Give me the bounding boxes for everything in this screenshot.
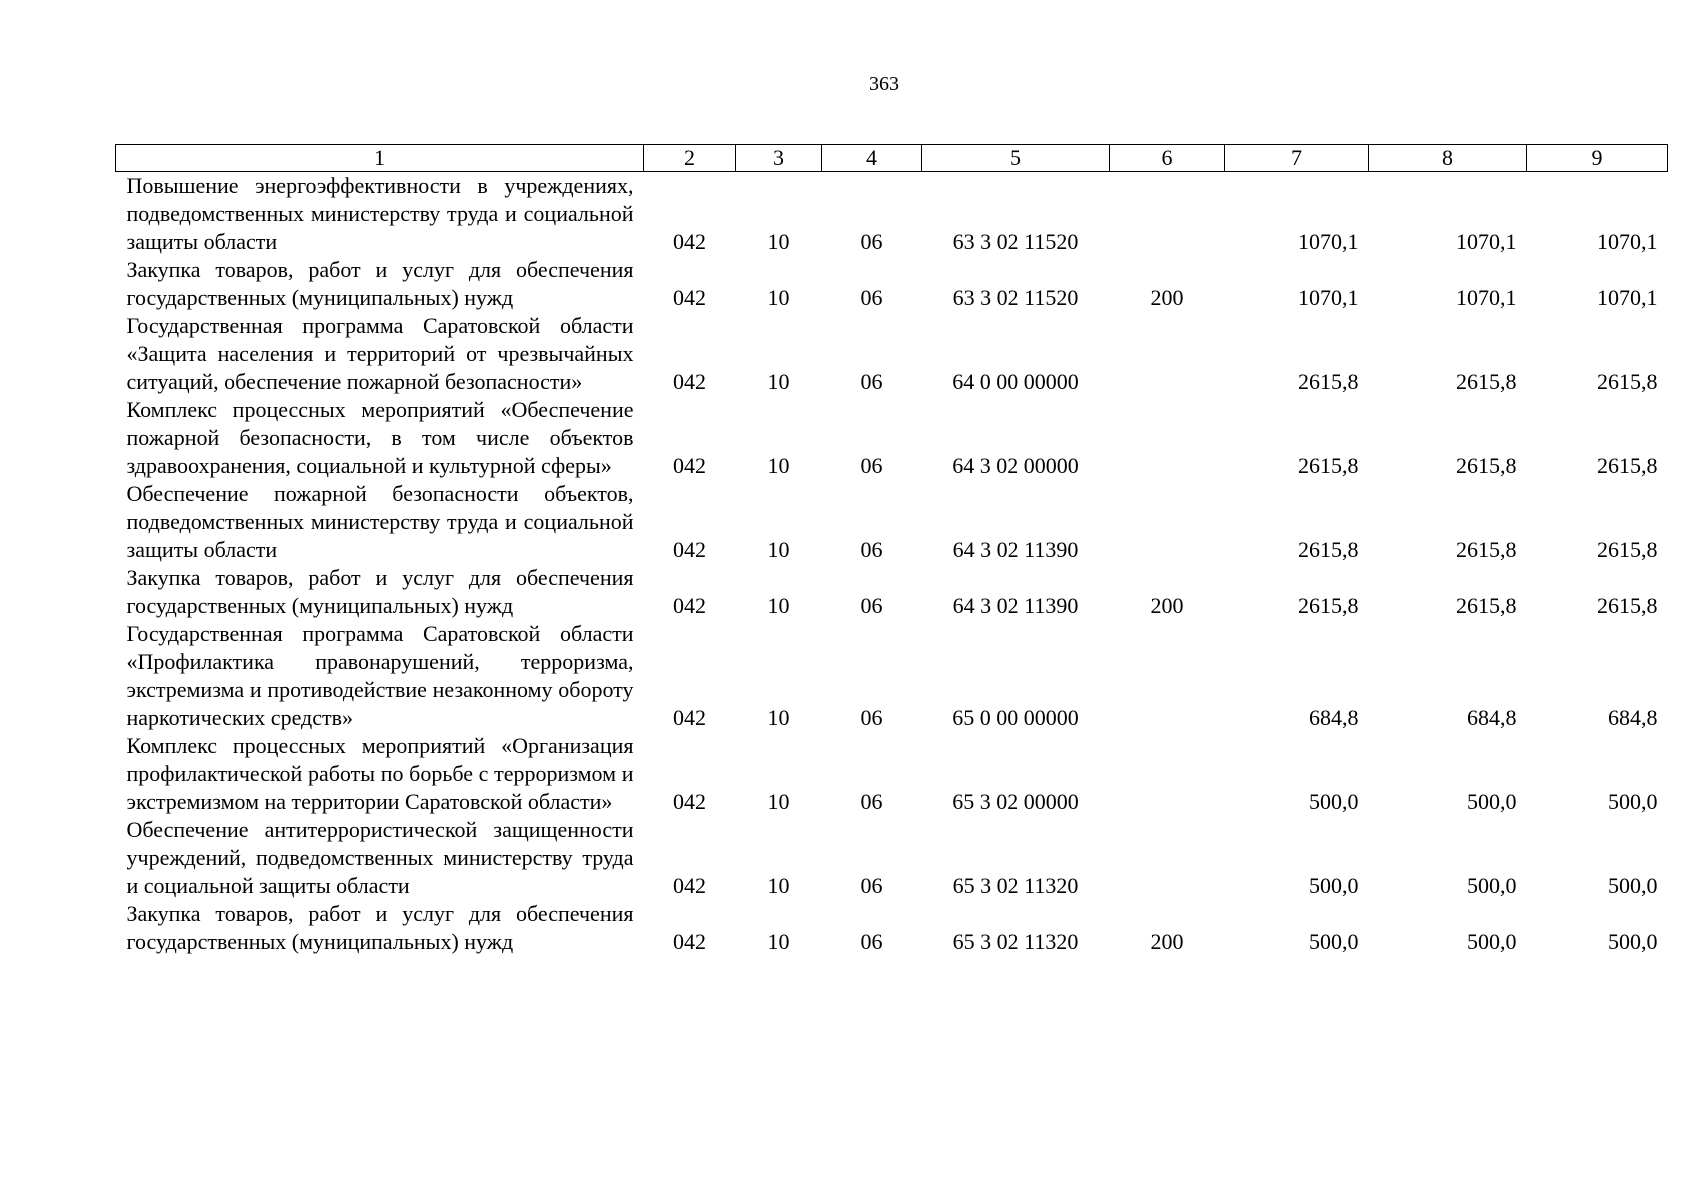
header-row	[116, 145, 1668, 172]
cell-amount-9: 1070,1	[1597, 285, 1658, 310]
table-row	[116, 480, 1668, 564]
cell-subsection: 06	[860, 873, 883, 898]
row-description: Закупка товаров, работ и услуг для обеспечения государственных (муниципальных) нужд	[126, 901, 634, 954]
cell-target-article: 63 3 02 11520	[952, 229, 1079, 254]
cell-amount-8: 1070,1	[1456, 229, 1517, 254]
cell-amount-8: 500,0	[1467, 929, 1517, 954]
cell-amount-7: 500,0	[1309, 873, 1359, 898]
cell-section: 10	[767, 369, 790, 394]
table-row	[116, 256, 1668, 312]
cell-amount-7: 500,0	[1309, 929, 1359, 954]
column-header: 6	[1110, 145, 1225, 172]
cell-admin-code: 042	[673, 369, 706, 394]
cell-expense-type: 200	[1150, 285, 1184, 310]
column-header: 7	[1225, 145, 1369, 172]
cell-target-article: 64 3 02 00000	[952, 453, 1079, 478]
row-description: Закупка товаров, работ и услуг для обеспечения государственных (муниципальных) нужд	[126, 565, 634, 618]
cell-amount-9: 2615,8	[1597, 537, 1658, 562]
table-row	[116, 620, 1668, 732]
cell-amount-9: 500,0	[1608, 929, 1658, 954]
column-header: 8	[1369, 145, 1527, 172]
table-row	[116, 564, 1668, 620]
cell-admin-code: 042	[673, 537, 706, 562]
cell-target-article: 64 3 02 11390	[952, 537, 1079, 562]
cell-section: 10	[767, 873, 790, 898]
cell-amount-9: 500,0	[1608, 789, 1658, 814]
cell-subsection: 06	[860, 229, 883, 254]
cell-section: 10	[767, 537, 790, 562]
column-header: 2	[644, 145, 736, 172]
cell-admin-code: 042	[673, 929, 706, 954]
cell-amount-9: 1070,1	[1597, 229, 1658, 254]
cell-amount-8: 500,0	[1467, 789, 1517, 814]
cell-admin-code: 042	[673, 593, 706, 618]
cell-amount-7: 2615,8	[1298, 453, 1359, 478]
cell-expense-type	[1110, 172, 1225, 257]
row-description: Закупка товаров, работ и услуг для обеспечения государственных (муниципальных) нужд	[126, 257, 634, 310]
cell-subsection: 06	[860, 705, 883, 730]
row-description: Обеспечение пожарной безопасности объектов, подведомственных министерству труда и социальной защиты области	[126, 481, 634, 562]
cell-amount-8: 2615,8	[1456, 593, 1517, 618]
cell-admin-code: 042	[673, 229, 706, 254]
cell-amount-7: 2615,8	[1298, 537, 1359, 562]
cell-subsection: 06	[860, 285, 883, 310]
cell-amount-7: 1070,1	[1298, 229, 1359, 254]
cell-subsection: 06	[860, 369, 883, 394]
table-row	[116, 816, 1668, 900]
cell-target-article: 63 3 02 11520	[952, 285, 1079, 310]
cell-expense-type	[1110, 396, 1225, 480]
table-body	[116, 172, 1668, 957]
cell-amount-9: 2615,8	[1597, 593, 1658, 618]
cell-expense-type	[1110, 312, 1225, 396]
cell-section: 10	[767, 929, 790, 954]
cell-section: 10	[767, 229, 790, 254]
table-header	[116, 145, 1668, 172]
cell-target-article: 65 0 00 00000	[952, 705, 1079, 730]
cell-amount-9: 684,8	[1608, 705, 1658, 730]
column-header: 5	[922, 145, 1110, 172]
cell-amount-8: 1070,1	[1456, 285, 1517, 310]
cell-section: 10	[767, 453, 790, 478]
cell-target-article: 65 3 02 11320	[952, 873, 1079, 898]
cell-amount-8: 2615,8	[1456, 453, 1517, 478]
cell-amount-7: 500,0	[1309, 789, 1359, 814]
cell-section: 10	[767, 705, 790, 730]
cell-target-article: 65 3 02 11320	[952, 929, 1079, 954]
cell-amount-7: 2615,8	[1298, 369, 1359, 394]
cell-subsection: 06	[860, 453, 883, 478]
cell-admin-code: 042	[673, 789, 706, 814]
cell-admin-code: 042	[673, 453, 706, 478]
table-row	[116, 396, 1668, 480]
cell-expense-type: 200	[1150, 593, 1184, 618]
cell-amount-7: 684,8	[1309, 705, 1359, 730]
row-description: Комплекс процессных мероприятий «Организация профилактической работы по борьбе с терроризмом и экстремизмом на территории Саратовской области»	[126, 733, 634, 814]
cell-subsection: 06	[860, 593, 883, 618]
cell-amount-8: 2615,8	[1456, 369, 1517, 394]
row-description: Государственная программа Саратовской области «Профилактика правонарушений, терроризма, экстремизма и противодействие незаконному обороту наркотических средств»	[126, 621, 634, 730]
cell-section: 10	[767, 593, 790, 618]
cell-section: 10	[767, 285, 790, 310]
column-header: 3	[736, 145, 822, 172]
cell-subsection: 06	[860, 789, 883, 814]
table-row	[116, 900, 1668, 956]
column-header: 9	[1527, 145, 1668, 172]
cell-target-article: 64 3 02 11390	[952, 593, 1079, 618]
row-description: Комплекс процессных мероприятий «Обеспечение пожарной безопасности, в том числе объектов здравоохранения, социальной и культурной сферы»	[126, 397, 634, 478]
row-description: Обеспечение антитеррористической защищенности учреждений, подведомственных министерству труда и социальной защиты области	[126, 817, 634, 898]
cell-section: 10	[767, 789, 790, 814]
cell-expense-type	[1110, 732, 1225, 816]
row-description: Повышение энергоэффективности в учреждениях, подведомственных министерству труда и социальной защиты области	[126, 173, 634, 254]
cell-target-article: 64 0 00 00000	[952, 369, 1079, 394]
page-number: 363	[869, 73, 899, 95]
cell-amount-9: 2615,8	[1597, 369, 1658, 394]
table-row	[116, 732, 1668, 816]
budget-table	[115, 144, 1668, 956]
cell-amount-9: 2615,8	[1597, 453, 1658, 478]
cell-expense-type: 200	[1150, 929, 1184, 954]
table-row	[116, 172, 1668, 257]
cell-admin-code: 042	[673, 285, 706, 310]
cell-amount-8: 684,8	[1467, 705, 1517, 730]
cell-subsection: 06	[860, 537, 883, 562]
cell-amount-7: 1070,1	[1298, 285, 1359, 310]
row-description: Государственная программа Саратовской области «Защита населения и территорий от чрезвычайных ситуаций, обеспечение пожарной безопасности»	[126, 313, 634, 394]
cell-expense-type	[1110, 480, 1225, 564]
cell-admin-code: 042	[673, 705, 706, 730]
column-header: 4	[822, 145, 922, 172]
cell-expense-type	[1110, 620, 1225, 732]
cell-amount-9: 500,0	[1608, 873, 1658, 898]
cell-amount-7: 2615,8	[1298, 593, 1359, 618]
table-row	[116, 312, 1668, 396]
cell-subsection: 06	[860, 929, 883, 954]
cell-target-article: 65 3 02 00000	[952, 789, 1079, 814]
cell-amount-8: 500,0	[1467, 873, 1517, 898]
cell-amount-8: 2615,8	[1456, 537, 1517, 562]
cell-admin-code: 042	[673, 873, 706, 898]
cell-expense-type	[1110, 816, 1225, 900]
column-header: 1	[116, 145, 644, 172]
